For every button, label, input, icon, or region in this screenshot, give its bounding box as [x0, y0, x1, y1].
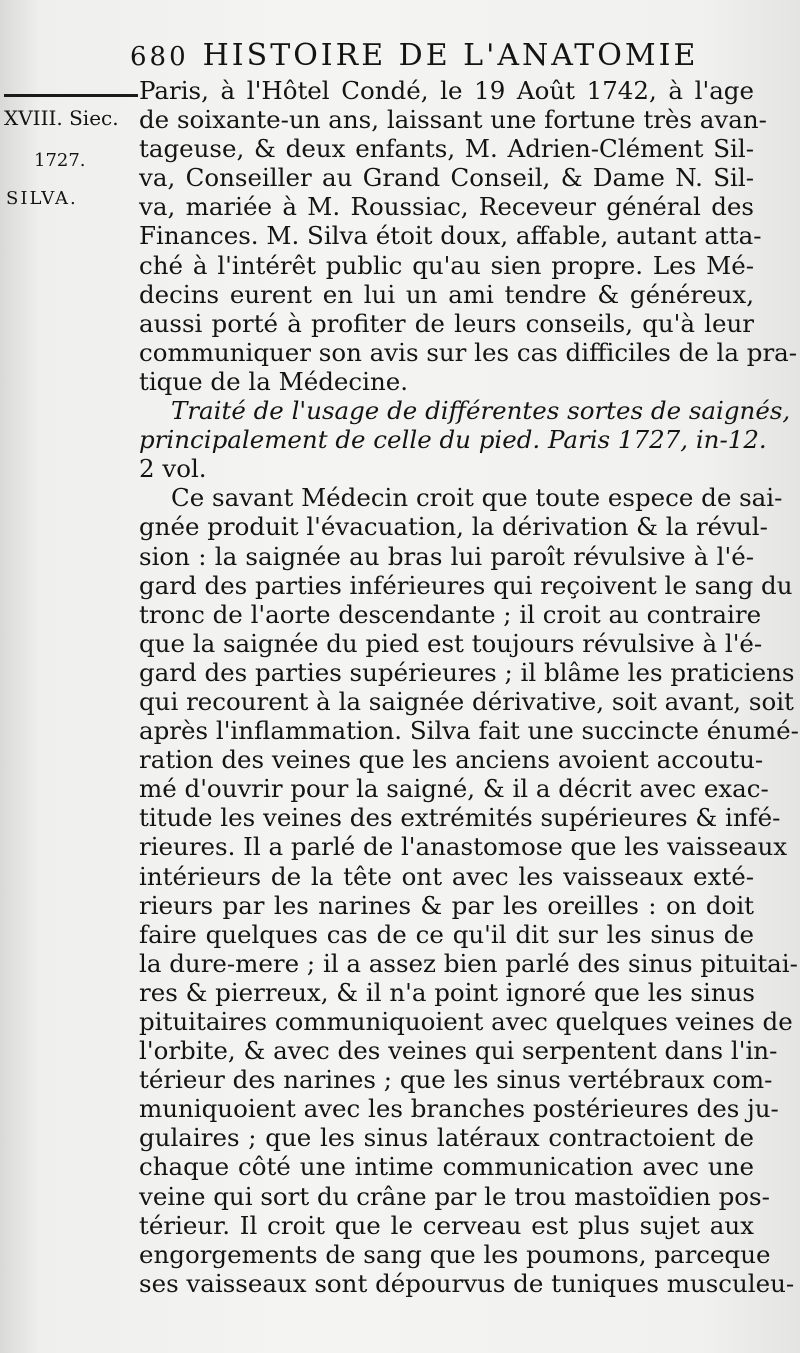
text-line: ses vaisseaux sont dépourvus de tuniques musculeu-: [139, 1268, 795, 1298]
text-line: térieur des narines ; que les sinus vertébraux com-: [139, 1065, 773, 1095]
book-title-line: principalement de celle du pied. Paris 1727, in-12.: [139, 425, 767, 455]
text-line: va, Conseiller au Grand Conseil, & Dame N. Sil-: [139, 163, 754, 193]
body-text: [139, 76, 799, 1298]
running-header: [130, 38, 770, 78]
text-line: decins eurent en lui un ami tendre & généreux,: [139, 279, 754, 309]
text-line: après l'inflammation. Silva fait une succincte énumé-: [139, 716, 799, 746]
text-line: titude les veines des extrémités supérieures & infé-: [139, 803, 781, 833]
text-line: la dure-mere ; il a assez bien parlé des sinus pituitai-: [139, 948, 798, 978]
text-line: gnée produit l'évacuation, la dérivation & la révul-: [139, 512, 768, 542]
text-line: aussi porté à profiter de leurs conseils, qu'à leur: [139, 308, 754, 338]
text-line: gard des parties supérieures ; il blâme les praticiens: [139, 657, 795, 687]
text-line: térieur. Il croit que le cerveau est plus sujet aux: [139, 1210, 754, 1240]
text-line: ration des veines que les anciens avoient accoutu-: [139, 745, 764, 775]
text-line: de soixante-un ans, laissant une fortune très avan-: [139, 105, 767, 135]
text-line: que la saignée du pied est toujours révulsive à l'é-: [139, 628, 763, 658]
text-line: rieurs par les narines & par les oreilles : on doit: [139, 890, 754, 920]
text-line: qui recourent à la saignée dérivative, soit avant, soit: [139, 686, 794, 716]
text-line: faire quelques cas de ce qu'il dit sur les sinus de: [139, 919, 754, 949]
text-line: tageuse, & deux enfants, M. Adrien-Clément Sil-: [139, 134, 754, 164]
text-line: intérieurs de la tête ont avec les vaisseaux exté-: [139, 861, 754, 891]
margin-rule: [4, 94, 138, 97]
text-line: 2 vol.: [139, 454, 207, 484]
text-line: Finances. M. Silva étoit doux, affable, autant atta-: [139, 221, 762, 251]
page-number: 680: [130, 42, 189, 72]
text-line: chaque côté une intime communication avec une: [139, 1152, 754, 1182]
text-line: veine qui sort du crâne par le trou mastoïdien pos-: [139, 1181, 770, 1211]
text-line: l'orbite, & avec des veines qui serpentent dans l'in-: [139, 1036, 778, 1066]
text-line: muniquoient avec les branches postérieures des ju-: [139, 1094, 779, 1124]
text-line: tique de la Médecine.: [139, 366, 409, 396]
text-line: Ce savant Médecin croit que toute espece de sai-: [171, 483, 783, 513]
text-line: va, mariée à M. Roussiac, Receveur général des: [139, 192, 754, 222]
text-line: sion : la saignée au bras lui paroît révulsive à l'é-: [139, 541, 754, 571]
text-line: tronc de l'aorte descendante ; il croit au contraire: [139, 599, 762, 629]
margin-note-year: 1727.: [34, 150, 86, 171]
text-line: mé d'ouvrir pour la saigné, & il a décrit avec exac-: [139, 774, 769, 804]
book-title-line: Traité de l'usage de différentes sortes de saignés,: [171, 396, 791, 426]
margin-note-author: SILVA.: [6, 188, 78, 209]
text-line: communiquer son avis sur les cas difficiles de la pra-: [139, 337, 798, 367]
text-line: gulaires ; que les sinus latéraux contractoient de: [139, 1123, 754, 1153]
text-line: gard des parties inférieures qui reçoivent le sang du: [139, 570, 793, 600]
text-line: ché à l'intérêt public qu'au sien propre. Les Mé-: [139, 250, 754, 280]
text-line: Paris, à l'Hôtel Condé, le 19 Août 1742, à l'age: [139, 76, 754, 105]
running-title: HISTOIRE DE L'ANATOMIE: [202, 38, 699, 73]
text-line: pituitaires communiquoient avec quelques veines de: [139, 1007, 793, 1036]
text-line: rieures. Il a parlé de l'anastomose que les vaisseaux: [139, 832, 788, 862]
text-line: res & pierreux, & il n'a point ignoré que les sinus: [139, 977, 755, 1007]
text-line: engorgements de sang que les poumons, parceque: [139, 1239, 771, 1269]
margin-note-century: XVIII. Siec.: [4, 106, 119, 130]
